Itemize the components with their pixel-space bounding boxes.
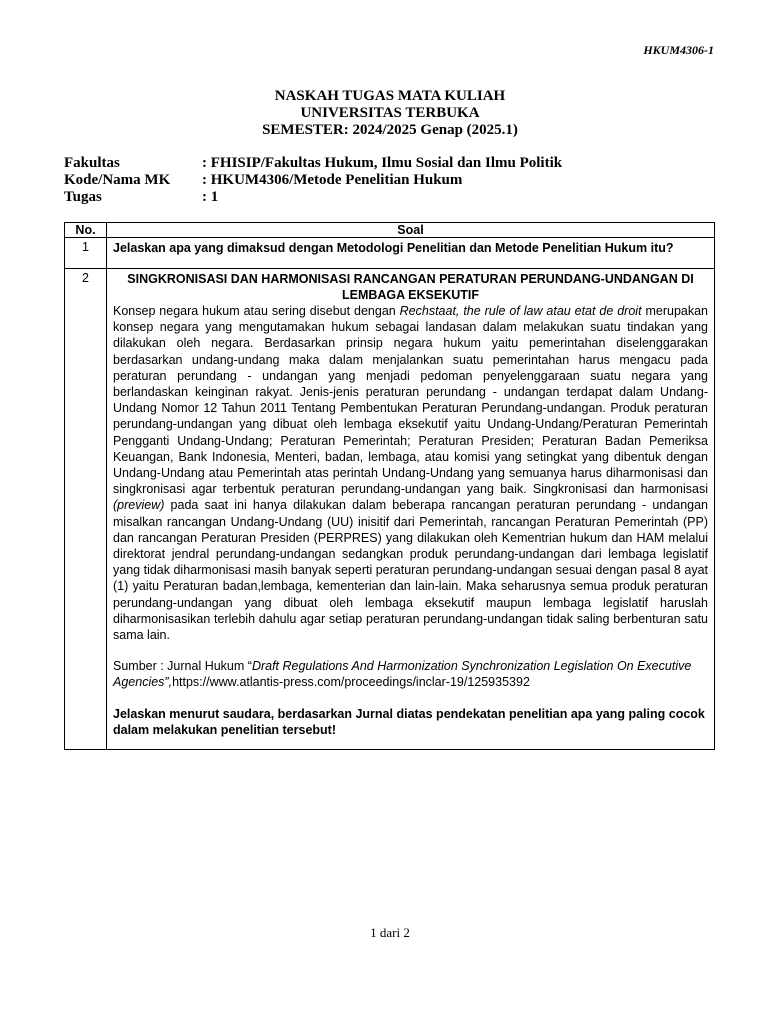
heading-line-2: UNIVERSITAS TERBUKA (300, 105, 480, 121)
info-value: : HKUM4306/Metode Penelitian Hukum (202, 172, 463, 188)
info-label: Tugas (64, 189, 102, 205)
paragraph-text: Konsep negara hukum atau sering disebut dengan (113, 304, 400, 318)
paragraph-italic-text: Rechstaat, the rule of law atau etat de droit (399, 304, 642, 318)
course-info (64, 155, 562, 206)
info-value: : 1 (202, 189, 219, 205)
page-number: 1 dari 2 (370, 925, 410, 940)
header-soal: Soal (107, 223, 715, 238)
heading-line-1: NASKAH TUGAS MATA KULIAH (274, 88, 506, 104)
question-number: 1 (65, 238, 107, 269)
paragraph-text: pada saat ini hanya dilakukan dalam beberapa rancangan peraturan perundang - undangan misalkan rancangan Undang-Undang (UU) inisitif dari Pemerintah, rancangan Peraturan Pemerintah (PP) dan rancangan Peraturan Presiden (PERPRES) yang dilakukan oleh Kementrian hukum dan HAM melalui direktorat jendral perundang-undangan sedangkan produk perundang-undangan dari lembaga legislatif yang tidak diharmonisasi masih banyak seperti peraturan perundang-undangan sesuai dengan pasal 8 ayat (1) yaitu Peraturan badan,lembaga, kementerian dan lain-lain. Maka seharusnya semua produk peraturan perundang-undangan yang dibuat oleh lembaga eksekutif maupun lembaga legislatif haruslah diharmonisasikan terlebih dahulu agar setiap peraturan perundang-undangan tidak saling berbenturan satu sama lain. (113, 498, 708, 643)
document-heading (0, 88, 768, 139)
heading-line-3: SEMESTER: 2024/2025 Genap (2025.1) (262, 122, 518, 138)
question-2-title: SINGKRONISASI DAN HARMONISASI RANCANGAN PERATURAN PERUNDANG-UNDANGAN DI LEMBAGA EKSEKUTIF (127, 272, 694, 302)
info-label: Kode/Nama MK (64, 172, 171, 188)
question-1-text: Jelaskan apa yang dimaksud dengan Metodologi Penelitian dan Metode Penelitian Hukum itu? (107, 238, 715, 269)
question-2-task: Jelaskan menurut saudara, berdasarkan Jurnal diatas pendekatan penelitian apa yang paling cocok dalam melakukan penelitian tersebut! (113, 706, 705, 737)
paragraph-text: merupakan konsep negara yang mengutamakan hukum sebagai landasan dalam melakukan suatu tindakan yang dilakukan oleh negara. Berdasarkan prinsip negara hukum yaitu pemerintahan diselenggarakan berdasarkan undang-undang maka dalam menjalankan suatu pemerintahan harus mengacu pada peraturan perundang - undangan yang menjadi pedoman penyelenggaraan suatu negara yang berlandaskan keinginan rakyat. Jenis-jenis peraturan perundang - undangan terdapat dalam Undang-Undang Nomor 12 Tahun 2011 Tentang Pembentukan Peraturan Perundang-undangan. Produk peraturan perundang-undangan yang dibuat oleh lembaga eksekutif yaitu Undang-Undang/Peraturan Pemerintah Pengganti Undang-Undang; Peraturan Pemerintah; Peraturan Presiden; Peraturan Badan Pemeriksa Keuangan, Bank Indonesia, Menteri, badan, lembaga, atau komisi yang setingkat yang dibentuk dengan Undang-Undang atau Pemerintah atas perintah Undang-Undang yang semuanya harus diharmonisasi dan singkronisasi agar terbentuk peraturan perundang-undangan yang baik. Singkronisasi dan harmonisasi (113, 304, 708, 497)
info-value: : FHISIP/Fakultas Hukum, Ilmu Sosial dan Ilmu Politik (202, 155, 563, 171)
source-citation (113, 658, 708, 690)
question-2-paragraph (113, 303, 708, 643)
table-row (65, 269, 715, 750)
table-row (65, 238, 715, 269)
source-label: Sumber : Jurnal Hukum “ (113, 659, 252, 674)
table-header-row (65, 223, 715, 238)
question-number: 2 (65, 269, 107, 750)
source-url: https://www.atlantis-press.com/proceedings/inclar-19/125935392 (172, 675, 530, 690)
paragraph-italic-text: (preview) (113, 498, 165, 513)
header-no: No. (65, 223, 107, 238)
info-label: Fakultas (64, 155, 120, 171)
question-2-body (107, 269, 715, 750)
info-row-kode (64, 172, 562, 189)
document-code: HKUM4306-1 (643, 43, 714, 57)
info-row-fakultas (64, 155, 562, 172)
source-title: Draft Regulations And Harmonization Synchronization Legislation On Executive Agencies”, (113, 659, 692, 690)
info-row-tugas (64, 189, 562, 206)
question-table (64, 222, 715, 750)
